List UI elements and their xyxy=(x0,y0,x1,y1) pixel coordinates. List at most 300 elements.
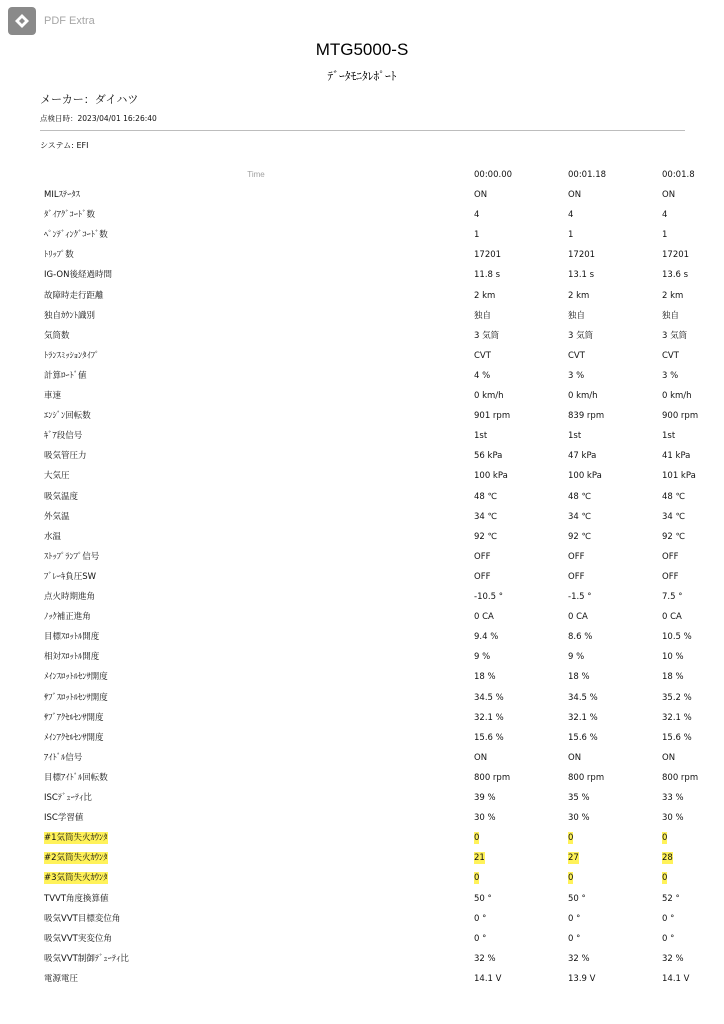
parameter-value xyxy=(662,487,690,507)
parameter-value-text: 13.9 V xyxy=(568,973,596,984)
parameter-value xyxy=(662,748,690,768)
parameter-value xyxy=(474,667,562,687)
parameter-value xyxy=(474,828,562,848)
parameter-value xyxy=(568,788,656,808)
parameter-value-text: CVT xyxy=(474,350,491,361)
parameter-label-text: 吸気VVT目標変位角 xyxy=(44,913,121,924)
parameter-value-text: 17201 xyxy=(474,250,502,261)
maker-label: メーカー：ダイハツ xyxy=(40,93,139,106)
parameter-label-text: ｷﾞｱ段信号 xyxy=(44,431,83,442)
parameter-value xyxy=(474,748,562,768)
parameter-value-text: 41 kPa xyxy=(662,451,691,462)
parameter-value xyxy=(474,567,562,587)
parameter-value xyxy=(474,728,562,748)
report-title: MTG5000-S xyxy=(315,40,409,59)
parameter-label-text: ﾄﾗﾝｽﾐｯｼｮﾝﾀｲﾌﾟ xyxy=(44,350,100,361)
parameter-value xyxy=(474,286,562,306)
parameter-value-text: 0 xyxy=(568,833,574,844)
parameter-label xyxy=(44,728,304,748)
system-label: システム: EFI xyxy=(40,141,89,150)
parameter-value-text: 13.1 s xyxy=(568,270,595,281)
parameter-value xyxy=(474,326,562,346)
parameter-value-text: 50 ° xyxy=(474,893,492,904)
parameter-value xyxy=(474,808,562,828)
parameter-label-text: ﾒｲﾝｱｸｾﾙｾﾝｻ開度 xyxy=(44,732,104,743)
parameter-label-text: 大気圧 xyxy=(44,471,70,482)
parameter-value-text: 35.2 % xyxy=(662,692,692,703)
parameter-value xyxy=(568,386,656,406)
parameter-value xyxy=(662,708,690,728)
parameter-label-text: ｴﾝｼﾞﾝ回転数 xyxy=(44,411,91,422)
parameter-value xyxy=(662,667,690,687)
parameter-value xyxy=(568,286,656,306)
parameter-value xyxy=(474,527,562,547)
parameter-value-text: 0 CA xyxy=(662,612,682,623)
parameter-value xyxy=(568,185,656,205)
app-name: PDF Extra xyxy=(44,15,95,27)
parameter-value xyxy=(474,406,562,426)
parameter-value xyxy=(662,929,690,949)
parameter-label xyxy=(44,848,304,868)
parameter-value xyxy=(662,788,690,808)
parameter-value xyxy=(662,286,690,306)
table-row xyxy=(0,286,724,306)
parameter-value xyxy=(662,969,690,989)
parameter-value-text: 3 気筒 xyxy=(474,330,500,341)
parameter-value-text: OFF xyxy=(474,551,491,562)
parameter-value xyxy=(474,627,562,647)
parameter-value xyxy=(568,768,656,788)
parameter-value-text: 34.5 % xyxy=(568,692,598,703)
table-row xyxy=(0,265,724,285)
parameter-value xyxy=(662,768,699,788)
parameter-value xyxy=(474,587,562,607)
parameter-value-text: 17201 xyxy=(568,250,596,261)
parameter-value xyxy=(474,205,562,225)
parameter-value xyxy=(662,346,690,366)
parameter-value-text: 独自 xyxy=(568,310,586,321)
table-row xyxy=(0,366,724,386)
parameter-label xyxy=(44,909,304,929)
parameter-value-text: 30 % xyxy=(474,813,496,824)
parameter-value-text: 0 km/h xyxy=(662,391,692,401)
parameter-value-text: 4 xyxy=(568,210,574,221)
parameter-value-text: 11.8 s xyxy=(474,270,501,281)
data-table xyxy=(0,165,724,990)
parameter-value xyxy=(568,225,656,245)
parameter-value-text: 48 ℃ xyxy=(474,491,498,502)
parameter-value xyxy=(568,808,656,828)
parameter-value xyxy=(568,487,656,507)
parameter-value-text: 0 km/h xyxy=(568,391,598,401)
parameter-value xyxy=(568,627,656,647)
parameter-label xyxy=(44,406,304,426)
parameter-value-text: OFF xyxy=(474,571,491,582)
parameter-value xyxy=(568,868,656,888)
parameter-value xyxy=(474,386,562,406)
parameter-value-text: 18 % xyxy=(568,672,590,683)
parameter-value xyxy=(662,949,690,969)
parameter-value-text: 1 xyxy=(568,230,574,241)
parameter-value-text: -1.5 ° xyxy=(568,592,592,602)
parameter-value xyxy=(662,265,690,285)
table-row xyxy=(0,828,724,848)
parameter-value-text: 9 % xyxy=(568,652,585,663)
parameter-value-text: 52 ° xyxy=(662,893,680,904)
parameter-value xyxy=(662,868,690,888)
parameter-value xyxy=(474,949,562,969)
parameter-value-text: 3 % xyxy=(662,370,679,381)
parameter-value xyxy=(568,366,656,386)
table-row xyxy=(0,527,724,547)
parameter-value-text: 28 xyxy=(662,853,673,864)
parameter-value-text: 100 kPa xyxy=(474,471,508,482)
parameter-value xyxy=(568,527,656,547)
parameter-value-text: 34.5 % xyxy=(474,692,504,703)
table-row xyxy=(0,386,724,406)
parameter-value xyxy=(662,225,690,245)
report-subtitle: ﾃﾞｰﾀﾓﾆﾀﾚﾎﾟｰﾄ xyxy=(327,69,397,83)
parameter-value-text: 0 ° xyxy=(568,913,581,924)
parameter-label-text: ﾒｲﾝｽﾛｯﾄﾙｾﾝｻ開度 xyxy=(44,672,108,683)
parameter-value xyxy=(568,446,656,466)
parameter-value-text: 1st xyxy=(662,431,676,442)
parameter-value-text: 独自 xyxy=(474,310,492,321)
parameter-label-text: ISCﾃﾞｭｰﾃｨ比 xyxy=(44,793,92,803)
parameter-value-text: 32 % xyxy=(568,953,590,964)
parameter-label-text: IG-ON後経過時間 xyxy=(44,270,112,281)
table-row xyxy=(0,487,724,507)
parameter-label xyxy=(44,748,304,768)
parameter-label-text: ｻﾌﾞｽﾛｯﾄﾙｾﾝｻ開度 xyxy=(44,692,108,703)
parameter-value xyxy=(568,426,656,446)
parameter-value-text: 0 ° xyxy=(474,933,487,944)
time-value: 00:01.8 xyxy=(662,170,695,180)
parameter-value xyxy=(662,647,690,667)
table-row xyxy=(0,426,724,446)
parameter-value-text: 3 気筒 xyxy=(662,330,688,341)
table-row xyxy=(0,889,724,909)
parameter-value-text: ON xyxy=(568,190,582,200)
parameter-value xyxy=(568,265,656,285)
parameter-value xyxy=(568,929,656,949)
parameter-value xyxy=(474,225,562,245)
parameter-label-text: ｱｲﾄﾞﾙ信号 xyxy=(44,752,83,763)
parameter-value xyxy=(474,868,562,888)
parameter-label-text: 吸気温度 xyxy=(44,491,79,502)
table-row xyxy=(0,909,724,929)
parameter-label-text: 吸気VVT制御ﾃﾞｭｰﾃｨ比 xyxy=(44,953,129,964)
table-row xyxy=(0,768,724,788)
table-row xyxy=(0,667,724,687)
parameter-value xyxy=(568,728,656,748)
parameter-label-text: 吸気管圧力 xyxy=(44,451,87,462)
parameter-label xyxy=(44,949,304,969)
parameter-value xyxy=(568,688,656,708)
table-row xyxy=(0,969,724,989)
parameter-value-text: ON xyxy=(474,752,488,763)
parameter-label-text: 計算ﾛｰﾄﾞ値 xyxy=(44,370,87,381)
parameter-value-text: 0 xyxy=(474,873,480,884)
parameter-value xyxy=(662,728,690,748)
parameter-value-text: ON xyxy=(474,190,488,200)
parameter-value-text: OFF xyxy=(568,571,585,582)
table-row xyxy=(0,547,724,567)
parameter-value xyxy=(662,446,690,466)
table-row xyxy=(0,507,724,527)
parameter-label-text: 吸気VVT実変位角 xyxy=(44,933,112,944)
parameter-value xyxy=(662,547,690,567)
parameter-value-text: 56 kPa xyxy=(474,451,503,462)
parameter-value xyxy=(662,366,690,386)
parameter-value-text: 13.6 s xyxy=(662,270,689,281)
parameter-value-text: 15.6 % xyxy=(568,732,598,743)
table-row xyxy=(0,788,724,808)
parameter-value xyxy=(568,547,656,567)
parameter-value-text: 27 xyxy=(568,853,579,864)
parameter-label xyxy=(44,245,304,265)
parameter-value-text: 0 xyxy=(662,833,668,844)
parameter-value-text: 34 ℃ xyxy=(568,511,592,522)
parameter-value xyxy=(568,708,656,728)
parameter-value xyxy=(568,949,656,969)
parameter-label-text: #1気筒失火ｶｳﾝﾀ xyxy=(44,833,108,844)
table-row xyxy=(0,406,724,426)
parameter-value-text: 839 rpm xyxy=(568,411,605,422)
parameter-label xyxy=(44,647,304,667)
table-row xyxy=(0,185,724,205)
parameter-value xyxy=(662,587,690,607)
parameter-label-text: TVVT角度換算値 xyxy=(44,893,109,904)
parameter-value-text: 2 km xyxy=(662,290,684,301)
table-row xyxy=(0,205,724,225)
parameter-value-text: 18 % xyxy=(474,672,496,683)
parameter-label xyxy=(44,265,304,285)
parameter-value-text: 33 % xyxy=(662,793,684,803)
table-header-row xyxy=(0,165,724,185)
parameter-label-text: 故障時走行距離 xyxy=(44,290,104,301)
parameter-value-text: 0 xyxy=(662,873,668,884)
parameter-value-text: CVT xyxy=(568,350,585,361)
parameter-value xyxy=(474,708,562,728)
parameter-value xyxy=(568,346,656,366)
parameter-label-text: 独自ｶｳﾝﾄ識別 xyxy=(44,310,96,321)
parameter-label-text: 外気温 xyxy=(44,511,70,522)
parameter-value xyxy=(474,306,562,326)
parameter-value xyxy=(568,567,656,587)
parameter-value-text: 4 xyxy=(662,210,668,221)
parameter-label xyxy=(44,527,304,547)
parameter-value-text: 92 ℃ xyxy=(662,531,686,542)
parameter-value-text: 14.1 V xyxy=(662,973,690,984)
parameter-value-text: ON xyxy=(662,190,676,200)
parameter-label xyxy=(44,627,304,647)
pdf-extra-logo-icon xyxy=(8,7,36,35)
parameter-label-text: 水温 xyxy=(44,531,62,542)
parameter-value xyxy=(568,848,656,868)
parameter-value-text: 32 % xyxy=(662,953,684,964)
parameter-value-text: 9.4 % xyxy=(474,632,499,643)
parameter-label xyxy=(44,306,304,326)
parameter-label-text: #3気筒失火ｶｳﾝﾀ xyxy=(44,873,108,884)
parameter-value-text: 4 xyxy=(474,210,480,221)
parameter-label-text: ﾀﾞｲｱｸﾞｺｰﾄﾞ数 xyxy=(44,210,96,221)
parameter-value xyxy=(568,667,656,687)
parameter-label xyxy=(44,286,304,306)
parameter-value xyxy=(474,366,562,386)
parameter-value xyxy=(662,909,690,929)
parameter-value-text: 92 ℃ xyxy=(568,531,592,542)
table-row xyxy=(0,708,724,728)
parameter-value-text: 39 % xyxy=(474,793,496,803)
parameter-value-text: 21 xyxy=(474,853,485,864)
table-row xyxy=(0,647,724,667)
parameter-value-text: 7.5 ° xyxy=(662,592,683,602)
parameter-label xyxy=(44,426,304,446)
parameter-label xyxy=(44,567,304,587)
parameter-value xyxy=(662,627,690,647)
parameter-value xyxy=(568,507,656,527)
parameter-value-text: 0 ° xyxy=(662,913,675,924)
parameter-value xyxy=(474,889,562,909)
parameter-value xyxy=(662,808,690,828)
parameter-label xyxy=(44,386,304,406)
inspection-datetime: 点検日時：2023/04/01 16:26:40 xyxy=(40,114,157,123)
table-row xyxy=(0,929,724,949)
parameter-value-text: 1 xyxy=(474,230,480,241)
parameter-label xyxy=(44,466,304,486)
parameter-label-text: ｻﾌﾞｱｸｾﾙｾﾝｻ開度 xyxy=(44,712,104,723)
parameter-value-text: 100 kPa xyxy=(568,471,602,482)
parameter-value-text: 1st xyxy=(568,431,582,442)
parameter-value-text: 10 % xyxy=(662,652,684,663)
parameter-value xyxy=(474,265,562,285)
parameter-value xyxy=(568,828,656,848)
parameter-value-text: 3 % xyxy=(568,370,585,381)
table-row xyxy=(0,306,724,326)
parameter-value xyxy=(662,426,690,446)
parameter-label xyxy=(44,225,304,245)
parameter-value-text: 800 rpm xyxy=(568,772,605,783)
parameter-label xyxy=(44,446,304,466)
parameter-value xyxy=(568,466,656,486)
parameter-value xyxy=(568,406,656,426)
table-row xyxy=(0,949,724,969)
parameter-value-text: 32 % xyxy=(474,953,496,964)
table-row xyxy=(0,808,724,828)
parameter-value xyxy=(662,889,690,909)
parameter-value xyxy=(662,567,690,587)
parameter-value xyxy=(568,607,656,627)
parameter-label xyxy=(44,326,304,346)
parameter-value xyxy=(662,848,690,868)
parameter-value xyxy=(662,688,690,708)
parameter-value xyxy=(662,306,690,326)
parameter-value xyxy=(662,185,690,205)
parameter-value-text: 48 ℃ xyxy=(568,491,592,502)
parameter-value-text: 800 rpm xyxy=(662,772,699,783)
parameter-value-text: 15.6 % xyxy=(474,732,504,743)
parameter-value xyxy=(662,326,690,346)
parameter-value xyxy=(662,245,690,265)
parameter-value xyxy=(474,466,562,486)
parameter-value-text: 3 気筒 xyxy=(568,330,594,341)
parameter-value xyxy=(474,647,562,667)
time-value: 00:00.00 xyxy=(474,170,513,180)
parameter-value xyxy=(662,507,690,527)
parameter-value-text: 1 xyxy=(662,230,668,241)
parameter-value-text: 0 CA xyxy=(568,612,588,623)
parameter-value xyxy=(662,386,690,406)
parameter-value xyxy=(474,346,562,366)
parameter-value-text: 0 CA xyxy=(474,612,494,623)
parameter-value-text: OFF xyxy=(662,551,679,562)
table-row xyxy=(0,567,724,587)
parameter-label-text: ｽﾄｯﾌﾟﾗﾝﾌﾟ信号 xyxy=(44,551,100,562)
parameter-label xyxy=(44,929,304,949)
parameter-value xyxy=(474,245,562,265)
parameter-label-text: 点火時期進角 xyxy=(44,592,96,602)
parameter-value-text: 901 rpm xyxy=(474,411,511,422)
table-row xyxy=(0,225,724,245)
parameter-label xyxy=(44,487,304,507)
parameter-value-text: 9 % xyxy=(474,652,491,663)
parameter-label xyxy=(44,366,304,386)
parameter-value-text: 8.6 % xyxy=(568,632,593,643)
parameter-label-text: 電源電圧 xyxy=(44,973,79,984)
table-row xyxy=(0,627,724,647)
parameter-value xyxy=(662,607,690,627)
table-row xyxy=(0,346,724,366)
parameter-label-text: ﾌﾞﾚｰｷ負圧SW xyxy=(44,571,97,582)
parameter-label xyxy=(44,788,304,808)
parameter-value xyxy=(474,788,562,808)
parameter-value-text: 0 km/h xyxy=(474,391,504,401)
app-badge[interactable] xyxy=(8,7,95,35)
parameter-value-text: 32.1 % xyxy=(662,712,692,723)
parameter-value-text: 10.5 % xyxy=(662,632,692,643)
parameter-value xyxy=(662,406,699,426)
parameter-value-text: 30 % xyxy=(662,813,684,824)
parameter-value xyxy=(568,969,656,989)
parameter-value-text: 34 ℃ xyxy=(474,511,498,522)
parameter-value xyxy=(474,929,562,949)
parameter-value-text: 0 ° xyxy=(568,933,581,944)
table-row xyxy=(0,607,724,627)
time-column-label: Time xyxy=(247,170,265,179)
parameter-label xyxy=(44,587,304,607)
parameter-value xyxy=(474,507,562,527)
parameter-value xyxy=(568,326,656,346)
parameter-value-text: 2 km xyxy=(568,290,590,301)
table-row xyxy=(0,245,724,265)
table-row xyxy=(0,587,724,607)
parameter-value-text: 2 km xyxy=(474,290,496,301)
parameter-value xyxy=(568,245,656,265)
parameter-value xyxy=(568,909,656,929)
parameter-value-text: 48 ℃ xyxy=(662,491,686,502)
parameter-label xyxy=(44,507,304,527)
parameter-value-text: 35 % xyxy=(568,793,590,803)
table-row xyxy=(0,466,724,486)
parameter-label xyxy=(44,667,304,687)
parameter-value-text: 50 ° xyxy=(568,893,586,904)
parameter-label-text: 相対ｽﾛｯﾄﾙ開度 xyxy=(44,652,100,663)
parameter-value xyxy=(568,647,656,667)
parameter-label-text: ﾄﾘｯﾌﾟ数 xyxy=(44,250,74,261)
parameter-value-text: 800 rpm xyxy=(474,772,511,783)
parameter-value-text: CVT xyxy=(662,350,679,361)
